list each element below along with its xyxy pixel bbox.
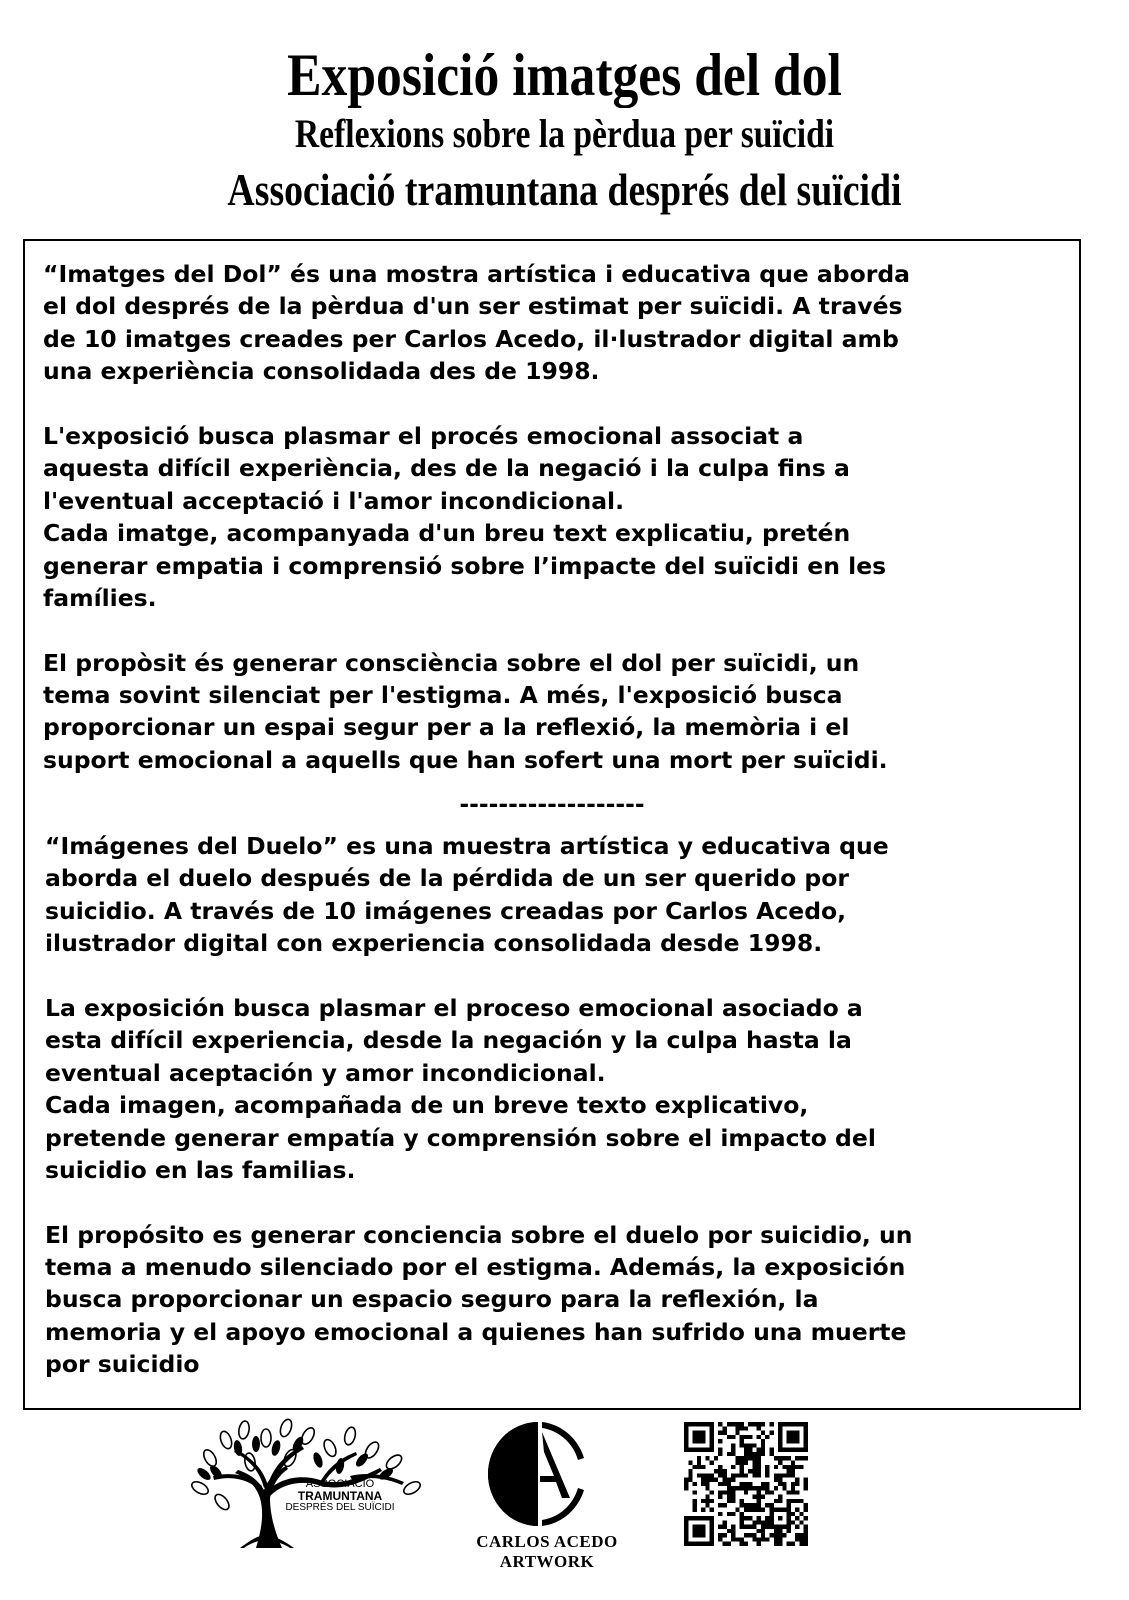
catalan-text-line: proporcionar un espai segur per a la reflexió, la memòria i el [43,713,850,742]
spanish-text-line: suicidio en las familias. [45,1155,356,1184]
spanish-text-line: eventual aceptación y amor incondicional. [45,1058,606,1087]
catalan-text-line: El propòsit és generar consciència sobre el dol per suïcidi, un [43,648,860,677]
catalan-text [43,258,1078,776]
page-subtitle: Reflexions sobre la pèrdua per suïcidi [294,111,835,156]
carlos-acedo-logo-icon [486,1418,586,1530]
spanish-text-line [45,1186,1080,1218]
spanish-text-line: aborda el duelo después de la pérdida de un ser querido por [45,864,849,893]
header [0,40,1129,218]
spanish-text-line: ilustrador digital con experiencia consolidada desde 1998. [45,929,823,958]
catalan-text-line: L'exposició busca plasmar el procés emocional associat a [43,421,804,450]
artist-logo-line1: CARLOS ACEDO [476,1532,618,1551]
catalan-text-line: de 10 imatges creades per Carlos Acedo, il·lustrador digital amb [43,324,899,353]
spanish-text-line: suicidio. A través de 10 imágenes creadas por Carlos Acedo, [45,896,847,925]
catalan-text-line [43,388,1078,420]
catalan-text-line: suport emocional a aquells que han sofert una mort per suïcidi. [43,745,888,774]
spanish-text-line: tema a menudo silenciado por el estigma. Además, la exposición [45,1253,906,1282]
catalan-text-line: el dol després de la pèrdua d'un ser estimat per suïcidi. A través [43,292,903,321]
spanish-text [45,830,1080,1381]
catalan-text-line [43,614,1078,646]
catalan-text-line: famílies. [43,583,157,612]
catalan-text-line: tema sovint silenciat per l'estigma. A més, l'exposició busca [43,681,843,710]
catalan-text-line: l'eventual acceptació i l'amor incondicional. [43,486,625,515]
spanish-text-line: “Imágenes del Duelo” es una muestra artística y educativa que [45,832,889,860]
artist-logo-caption [462,1532,632,1572]
text-frame [23,239,1081,1410]
qr-code-icon[interactable] [684,1422,808,1546]
page-title: Exposició imatges del dol [287,42,842,108]
catalan-text-line: aquesta difícil experiència, des de la negació i la culpa fins a [43,454,850,483]
spanish-text-line: esta difícil experiencia, desde la negación y la culpa hasta la [45,1026,852,1055]
spanish-text-line: El propósito es generar conciencia sobre el duelo por suicidio, un [45,1220,913,1249]
association-heading: Associació tramuntana després del suïcidi [227,165,902,215]
spanish-text-line: La exposición busca plasmar el proceso emocional asociado a [45,993,863,1022]
language-separator: ------------------- [459,790,645,818]
catalan-text-line: “Imatges del Dol” és una mostra artística i educativa que aborda [43,260,911,288]
spanish-text-line: busca proporcionar un espacio seguro para la reflexión, la [45,1285,819,1314]
spanish-text-line: por suicidio [45,1350,200,1379]
tree-logo-line3: DESPRÉS DEL SUÏCIDI [285,1502,395,1513]
spanish-text-line: memoria y el apoyo emocional a quienes han sufrido una muerte [45,1317,907,1346]
catalan-text-line: Cada imatge, acompanyada d'un breu text explicatiu, pretén [43,519,851,548]
artist-logo-line2: ARTWORK [499,1552,595,1571]
catalan-text-line: una experiència consolidada des de 1998. [43,357,600,386]
tree-logo-caption [270,1478,410,1514]
tree-logo-line1: ASSOCIACIÓ [305,1478,375,1490]
tree-logo-line2: TRAMUNTANA [297,1489,383,1503]
spanish-text-line [45,960,1080,992]
spanish-text-line: pretende generar empatía y comprensión sobre el impacto del [45,1123,876,1152]
catalan-text-line: generar empatia i comprensió sobre l’impacte del suïcidi en les [43,551,887,580]
spanish-text-line: Cada imagen, acompañada de un breve texto explicativo, [45,1091,809,1120]
